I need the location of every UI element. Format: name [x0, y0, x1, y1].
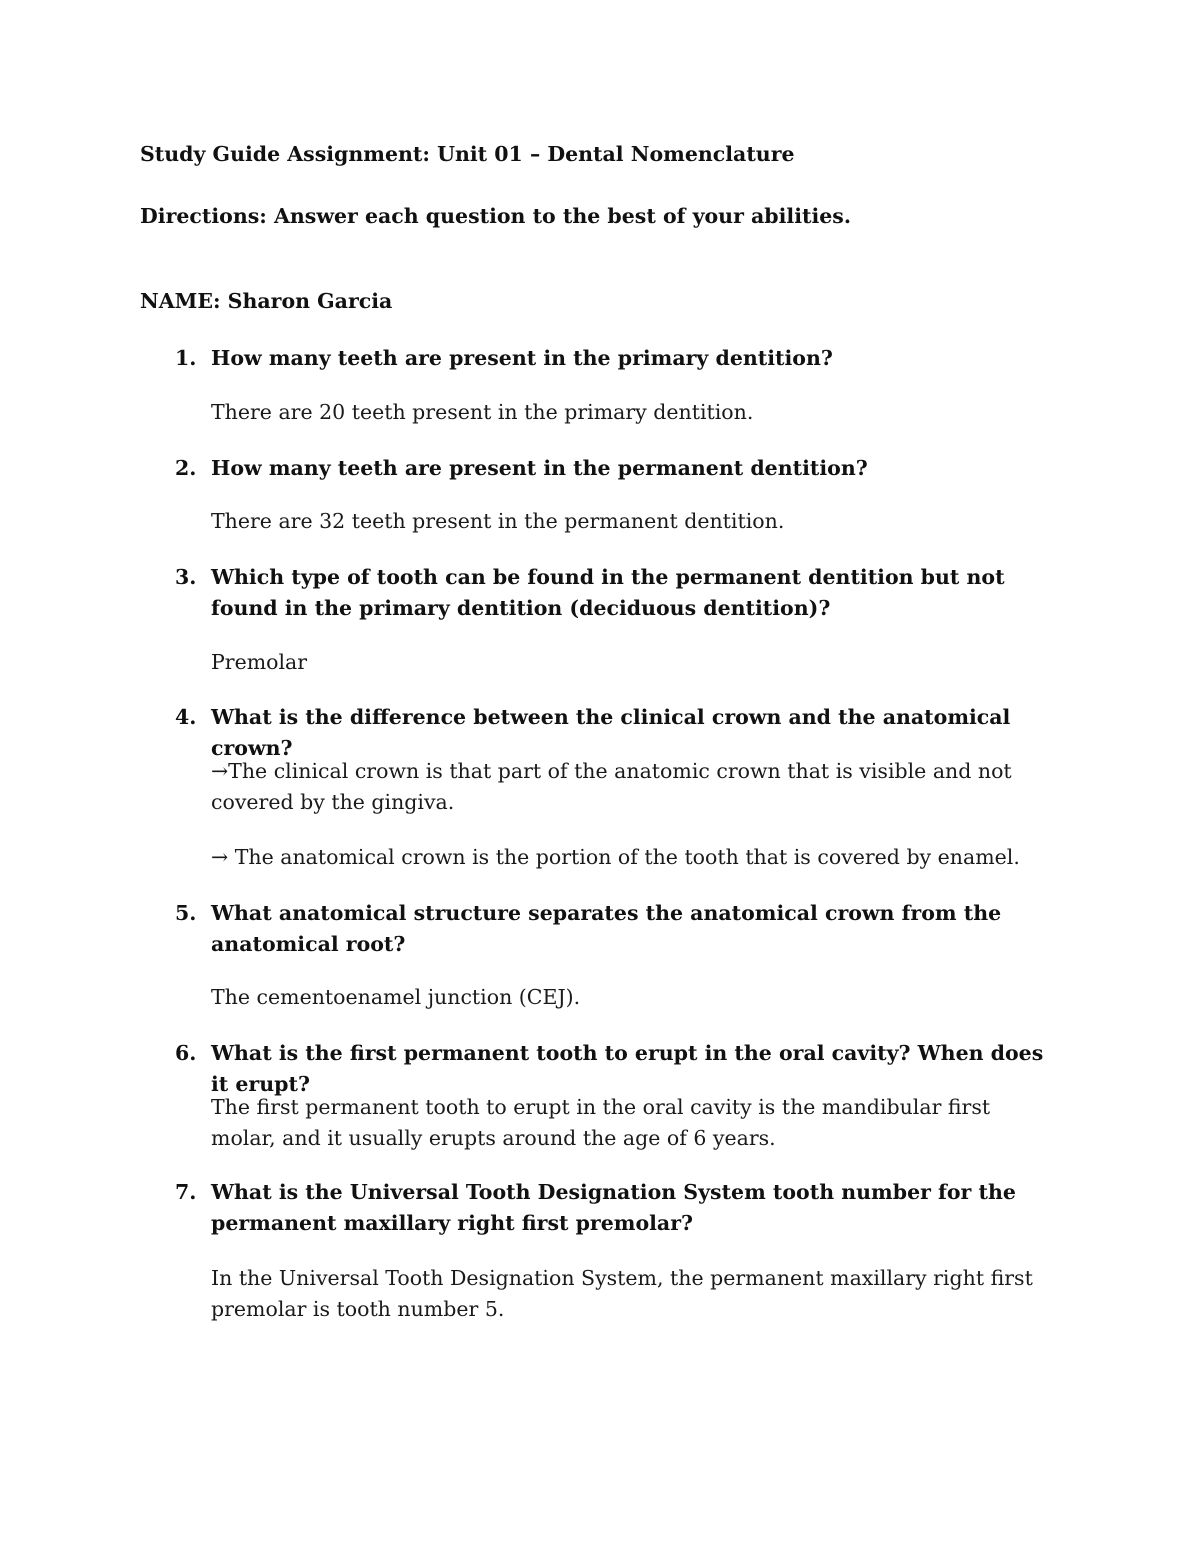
answer-text: Premolar — [211, 650, 308, 674]
question-number: 1. — [175, 346, 197, 370]
question-text: How many teeth are present in the primary dentition? — [211, 346, 833, 370]
answer-text: →The clinical crown is that part of the anatomic crown that is visible and not covered by the gingiva. — [211, 759, 1012, 814]
directions-text: Directions: Answer each question to the best of your abilities. — [140, 204, 851, 228]
question-text: How many teeth are present in the permanent dentition? — [211, 456, 868, 480]
document-title: Study Guide Assignment: Unit 01 – Dental Nomenclature — [140, 142, 795, 166]
question-text: What is the Universal Tooth Designation System tooth number for the permanent maxillary right first premolar? — [211, 1180, 1016, 1235]
answer-text: The first permanent tooth to erupt in the oral cavity is the mandibular first molar, and it usually erupts around the age of 6 years. — [211, 1095, 991, 1150]
question-number: 7. — [175, 1180, 197, 1204]
question-number: 6. — [175, 1041, 197, 1065]
answer-text: → The anatomical crown is the portion of the tooth that is covered by enamel. — [211, 845, 1020, 869]
question-text: Which type of tooth can be found in the permanent dentition but not found in the primary dentition (deciduous dentition)? — [211, 565, 1005, 620]
answer-text: There are 32 teeth present in the permanent dentition. — [211, 509, 785, 533]
question-number: 4. — [175, 705, 197, 729]
question-text: What anatomical structure separates the anatomical crown from the anatomical root? — [211, 901, 1002, 956]
answer-text: In the Universal Tooth Designation System, the permanent maxillary right first premolar is tooth number 5. — [211, 1266, 1033, 1321]
answer-text: There are 20 teeth present in the primary dentition. — [211, 400, 754, 424]
student-name: NAME: Sharon Garcia — [140, 289, 393, 313]
question-number: 2. — [175, 456, 197, 480]
question-text: What is the first permanent tooth to erupt in the oral cavity? When does it erupt? — [211, 1041, 1044, 1096]
question-text: What is the difference between the clinical crown and the anatomical crown? — [211, 705, 1011, 760]
question-number: 5. — [175, 901, 197, 925]
question-number: 3. — [175, 565, 197, 589]
answer-text: The cementoenamel junction (CEJ). — [211, 985, 581, 1009]
